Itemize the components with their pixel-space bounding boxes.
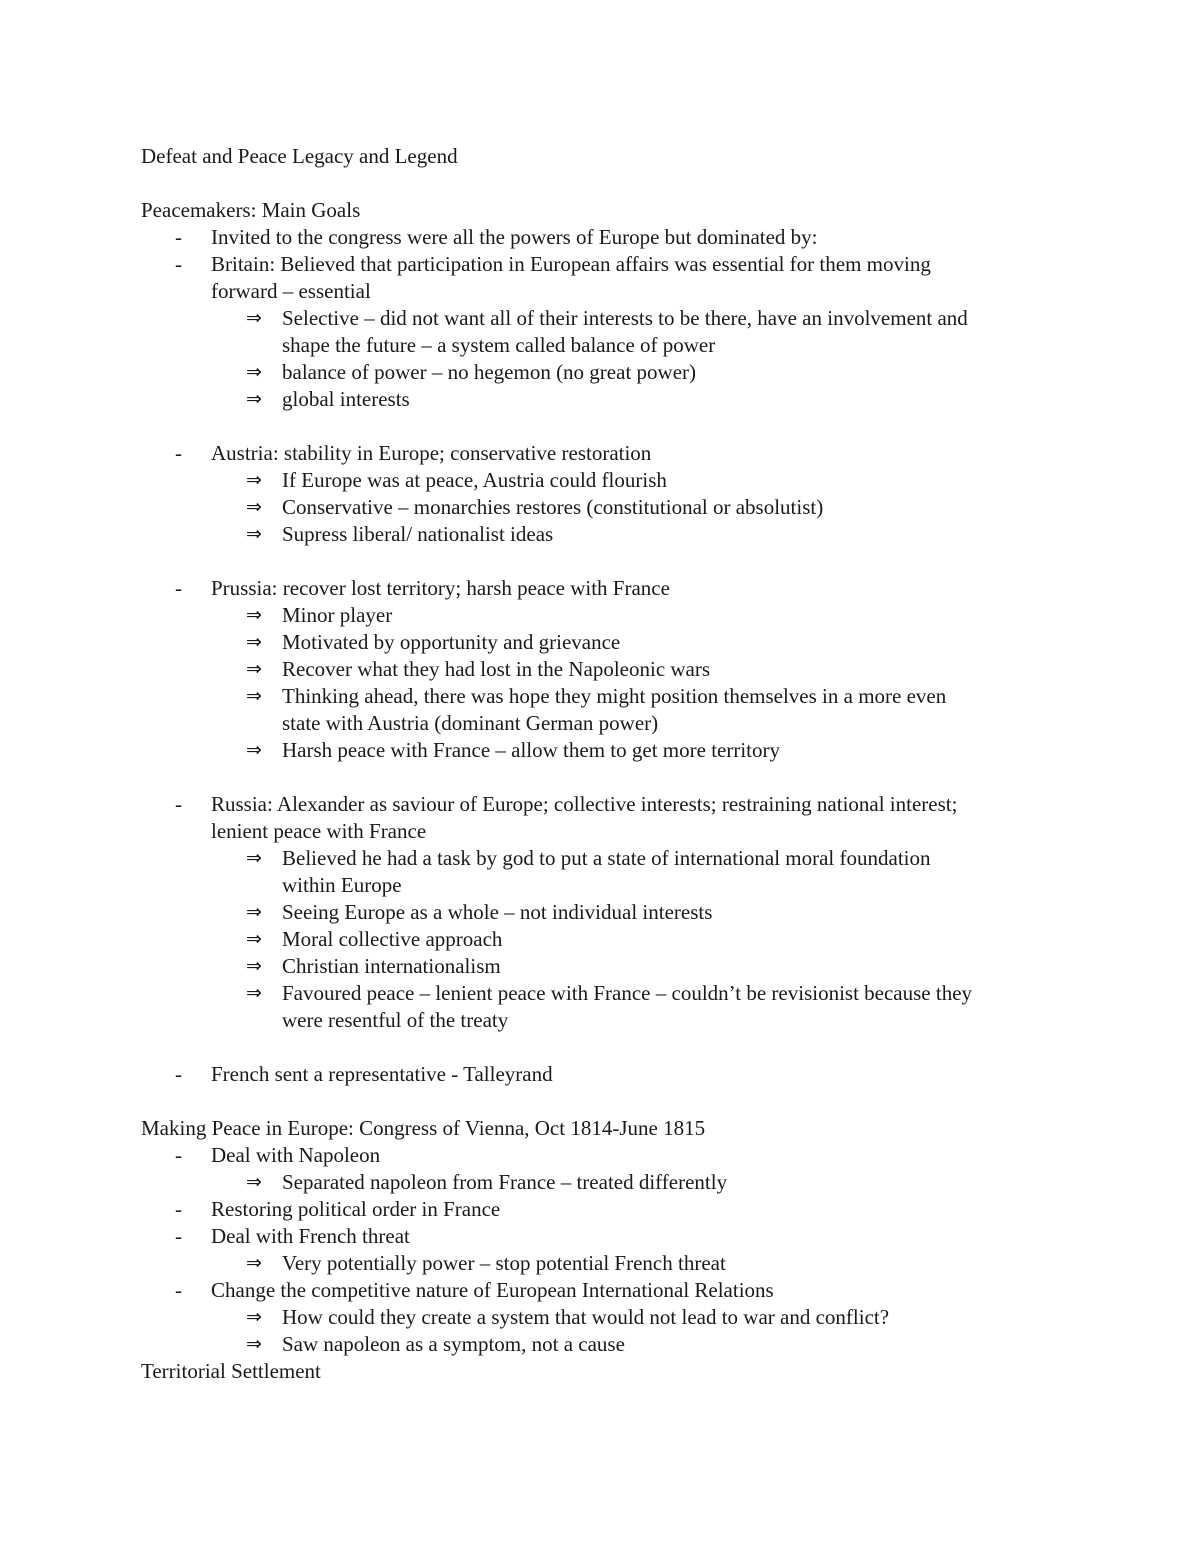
dash-bullet-icon: - <box>175 1143 182 1167</box>
sub-bullet-item <box>141 1250 1081 1277</box>
arrow-bullet-icon: ⇒ <box>246 1333 262 1355</box>
sub-bullet-item-text: Harsh peace with France – allow them to get more territory <box>282 738 780 762</box>
sub-bullet-item-text: Supress liberal/ nationalist ideas <box>282 522 554 546</box>
sub-bullet-item <box>141 899 1081 926</box>
sub-bullet-continuation <box>141 1007 1081 1034</box>
sub-bullet-item-text: Moral collective approach <box>282 927 503 951</box>
sub-bullet-item-text: If Europe was at peace, Austria could flourish <box>282 468 667 492</box>
blank-line <box>141 764 1081 791</box>
bullet-continuation <box>141 818 1081 845</box>
sub-bullet-continuation <box>141 710 1081 737</box>
arrow-bullet-icon: ⇒ <box>246 685 262 707</box>
sub-bullet-continuation-text: were resentful of the treaty <box>282 1008 509 1032</box>
arrow-bullet-icon: ⇒ <box>246 604 262 626</box>
sub-bullet-item <box>141 1331 1081 1358</box>
sub-bullet-item <box>141 1304 1081 1331</box>
sub-bullet-item <box>141 845 1081 872</box>
bullet-item <box>141 1196 1081 1223</box>
sub-bullet-item <box>141 656 1081 683</box>
dash-bullet-icon: - <box>175 792 182 816</box>
dash-bullet-icon: - <box>175 1278 182 1302</box>
sub-bullet-item <box>141 980 1081 1007</box>
bullet-continuation-text: lenient peace with France <box>211 819 427 843</box>
sub-bullet-item-text: Saw napoleon as a symptom, not a cause <box>282 1332 625 1356</box>
arrow-bullet-icon: ⇒ <box>246 388 262 410</box>
arrow-bullet-icon: ⇒ <box>246 1252 262 1274</box>
bullet-item <box>141 1142 1081 1169</box>
bullet-item <box>141 791 1081 818</box>
sub-bullet-item <box>141 1169 1081 1196</box>
bullet-item <box>141 1277 1081 1304</box>
dash-bullet-icon: - <box>175 1224 182 1248</box>
section-heading <box>141 1358 1081 1385</box>
sub-bullet-item-text: How could they create a system that would not lead to war and conflict? <box>282 1305 890 1329</box>
dash-bullet-icon: - <box>175 441 182 465</box>
sub-bullet-item-text: global interests <box>282 387 410 411</box>
sub-bullet-item-text: Thinking ahead, there was hope they might position themselves in a more even <box>282 684 947 708</box>
blank-line <box>141 548 1081 575</box>
section-heading-text: Peacemakers: Main Goals <box>141 198 361 222</box>
sub-bullet-item-text: Very potentially power – stop potential French threat <box>282 1251 726 1275</box>
blank-line <box>141 170 1081 197</box>
section-heading-text: Making Peace in Europe: Congress of Vienna, Oct 1814-June 1815 <box>141 1116 706 1140</box>
arrow-bullet-icon: ⇒ <box>246 469 262 491</box>
sub-bullet-item <box>141 359 1081 386</box>
sub-bullet-continuation-text: within Europe <box>282 873 402 897</box>
section-heading <box>141 197 1081 224</box>
sub-bullet-item <box>141 602 1081 629</box>
bullet-item-text: Prussia: recover lost territory; harsh peace with France <box>211 576 670 600</box>
arrow-bullet-icon: ⇒ <box>246 307 262 329</box>
sub-bullet-item <box>141 926 1081 953</box>
sub-bullet-continuation-text: shape the future – a system called balance of power <box>282 333 716 357</box>
sub-bullet-continuation <box>141 872 1081 899</box>
bullet-item <box>141 575 1081 602</box>
sub-bullet-continuation <box>141 332 1081 359</box>
bullet-item-text: Britain: Believed that participation in European affairs was essential for them moving <box>211 252 931 276</box>
arrow-bullet-icon: ⇒ <box>246 928 262 950</box>
bullet-item-text: Austria: stability in Europe; conservative restoration <box>211 441 652 465</box>
sub-bullet-item <box>141 737 1081 764</box>
bullet-item-text: Deal with Napoleon <box>211 1143 381 1167</box>
bullet-item-text: Invited to the congress were all the powers of Europe but dominated by: <box>211 225 818 249</box>
bullet-item <box>141 1061 1081 1088</box>
bullet-item <box>141 251 1081 278</box>
sub-bullet-item-text: Seeing Europe as a whole – not individual interests <box>282 900 713 924</box>
dash-bullet-icon: - <box>175 252 182 276</box>
bullet-item <box>141 440 1081 467</box>
bullet-item-text: Deal with French threat <box>211 1224 410 1248</box>
bullet-item-text: French sent a representative - Talleyrand <box>211 1062 553 1086</box>
blank-line <box>141 1088 1081 1115</box>
sub-bullet-item-text: balance of power – no hegemon (no great power) <box>282 360 697 384</box>
blank-line <box>141 413 1081 440</box>
blank-line <box>141 1034 1081 1061</box>
dash-bullet-icon: - <box>175 1062 182 1086</box>
sub-bullet-item-text: Minor player <box>282 603 393 627</box>
bullet-item <box>141 1223 1081 1250</box>
sub-bullet-continuation-text: state with Austria (dominant German power) <box>282 711 659 735</box>
sub-bullet-item-text: Christian internationalism <box>282 954 501 978</box>
bullet-item <box>141 224 1081 251</box>
dash-bullet-icon: - <box>175 225 182 249</box>
dash-bullet-icon: - <box>175 576 182 600</box>
sub-bullet-item <box>141 467 1081 494</box>
notes-list <box>141 170 1081 1385</box>
arrow-bullet-icon: ⇒ <box>246 955 262 977</box>
arrow-bullet-icon: ⇒ <box>246 901 262 923</box>
sub-bullet-item-text: Conservative – monarchies restores (constitutional or absolutist) <box>282 495 824 519</box>
sub-bullet-item <box>141 521 1081 548</box>
sub-bullet-item <box>141 629 1081 656</box>
arrow-bullet-icon: ⇒ <box>246 496 262 518</box>
arrow-bullet-icon: ⇒ <box>246 739 262 761</box>
arrow-bullet-icon: ⇒ <box>246 361 262 383</box>
bullet-item-text: Restoring political order in France <box>211 1197 501 1221</box>
arrow-bullet-icon: ⇒ <box>246 982 262 1004</box>
arrow-bullet-icon: ⇒ <box>246 523 262 545</box>
bullet-item-text: Russia: Alexander as saviour of Europe; collective interests; restraining national interest; <box>211 792 958 816</box>
arrow-bullet-icon: ⇒ <box>246 847 262 869</box>
sub-bullet-item <box>141 494 1081 521</box>
sub-bullet-item <box>141 683 1081 710</box>
arrow-bullet-icon: ⇒ <box>246 1171 262 1193</box>
sub-bullet-item-text: Selective – did not want all of their interests to be there, have an involvement and <box>282 306 968 330</box>
bullet-continuation-text: forward – essential <box>211 279 371 303</box>
dash-bullet-icon: - <box>175 1197 182 1221</box>
section-heading <box>141 1115 1081 1142</box>
bullet-item-text: Change the competitive nature of European International Relations <box>211 1278 774 1302</box>
arrow-bullet-icon: ⇒ <box>246 658 262 680</box>
bullet-continuation <box>141 278 1081 305</box>
arrow-bullet-icon: ⇒ <box>246 631 262 653</box>
sub-bullet-item-text: Favoured peace – lenient peace with France – couldn’t be revisionist because they <box>282 981 973 1005</box>
sub-bullet-item-text: Separated napoleon from France – treated differently <box>282 1170 728 1194</box>
document-title: Defeat and Peace Legacy and Legend <box>141 144 458 168</box>
sub-bullet-item <box>141 953 1081 980</box>
sub-bullet-item-text: Recover what they had lost in the Napoleonic wars <box>282 657 711 681</box>
document-body <box>141 143 1081 1385</box>
sub-bullet-item-text: Believed he had a task by god to put a state of international moral foundation <box>282 846 931 870</box>
sub-bullet-item <box>141 386 1081 413</box>
arrow-bullet-icon: ⇒ <box>246 1306 262 1328</box>
section-heading-text: Territorial Settlement <box>141 1359 321 1383</box>
sub-bullet-item-text: Motivated by opportunity and grievance <box>282 630 621 654</box>
sub-bullet-item <box>141 305 1081 332</box>
